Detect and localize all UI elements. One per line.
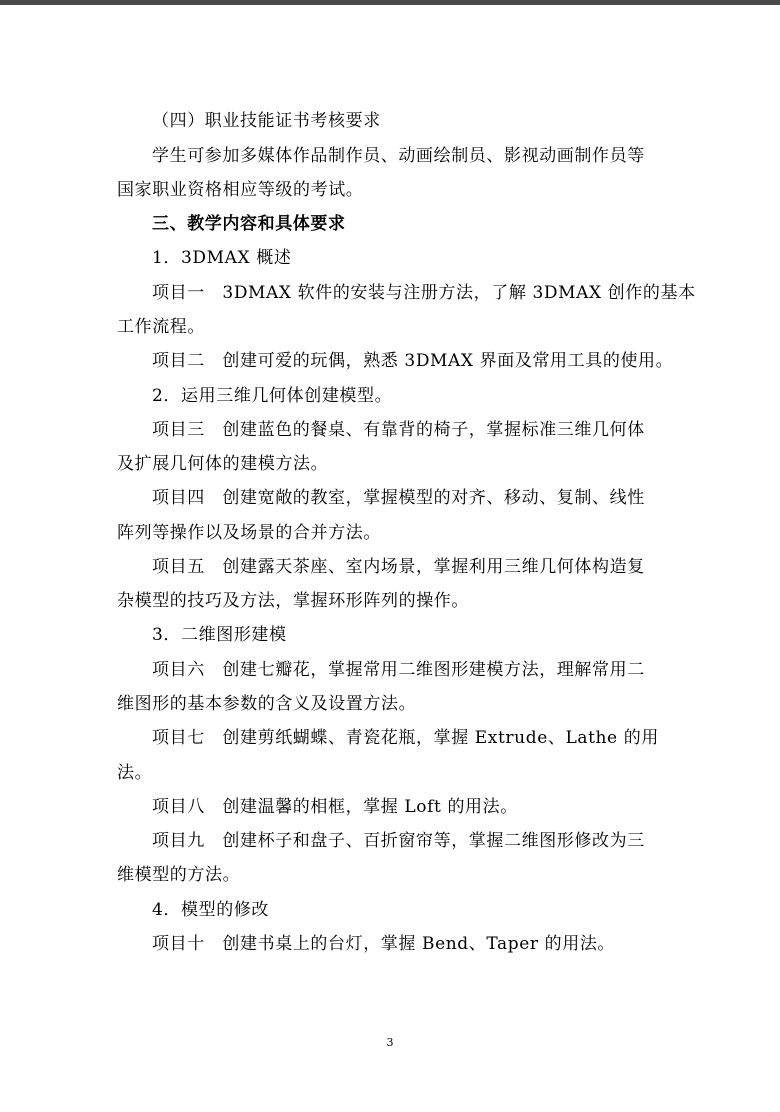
section-heading-teaching-content: 三、教学内容和具体要求 (152, 214, 346, 234)
project-item: 项目六 创建七瓣花，掌握常用二维图形建模方法，理解常用二 (152, 660, 645, 680)
paragraph-line: 法。 (117, 763, 153, 783)
page-number: 3 (386, 1036, 394, 1049)
paragraph-line: 维图形的基本参数的含义及设置方法。 (117, 694, 417, 714)
section-heading-certificate: （四）职业技能证书考核要求 (152, 111, 381, 131)
project-item: 项目七 创建剪纸蝴蝶、青瓷花瓶，掌握 Extrude、Lathe 的用 (152, 728, 659, 748)
project-item: 项目五 创建露天茶座、室内场景，掌握利用三维几何体构造复 (152, 557, 645, 577)
paragraph-line: 工作流程。 (117, 317, 205, 337)
project-item: 项目一 3DMAX 软件的安装与注册方法，了解 3DMAX 创作的基本 (152, 283, 696, 303)
paragraph-line: 杂模型的技巧及方法，掌握环形阵列的操作。 (117, 591, 469, 611)
subsection-heading: 3．二维图形建模 (152, 625, 287, 645)
subsection-heading: 1．3DMAX 概述 (152, 248, 292, 268)
paragraph-line: 学生可参加多媒体作品制作员、动画绘制员、影视动画制作员等 (152, 146, 645, 166)
project-item: 项目四 创建宽敞的教室，掌握模型的对齐、移动、复制、线性 (152, 488, 645, 508)
paragraph-line: 维模型的方法。 (117, 865, 241, 885)
project-item: 项目九 创建杯子和盘子、百折窗帘等，掌握二维图形修改为三 (152, 831, 645, 851)
subsection-heading: 4．模型的修改 (152, 900, 270, 920)
project-item: 项目三 创建蓝色的餐桌、有靠背的椅子，掌握标准三维几何体 (152, 420, 645, 440)
paragraph-line: 国家职业资格相应等级的考试。 (117, 180, 364, 200)
paragraph-line: 及扩展几何体的建模方法。 (117, 454, 329, 474)
project-item: 项目二 创建可爱的玩偶，熟悉 3DMAX 界面及常用工具的使用。 (152, 351, 674, 371)
project-item: 项目十 创建书桌上的台灯，掌握 Bend、Taper 的用法。 (152, 934, 616, 954)
subsection-heading: 2．运用三维几何体创建模型。 (152, 386, 393, 406)
top-border-bar (0, 0, 780, 5)
paragraph-line: 阵列等操作以及场景的合并方法。 (117, 523, 381, 543)
project-item: 项目八 创建温馨的相框，掌握 Loft 的用法。 (152, 797, 518, 817)
